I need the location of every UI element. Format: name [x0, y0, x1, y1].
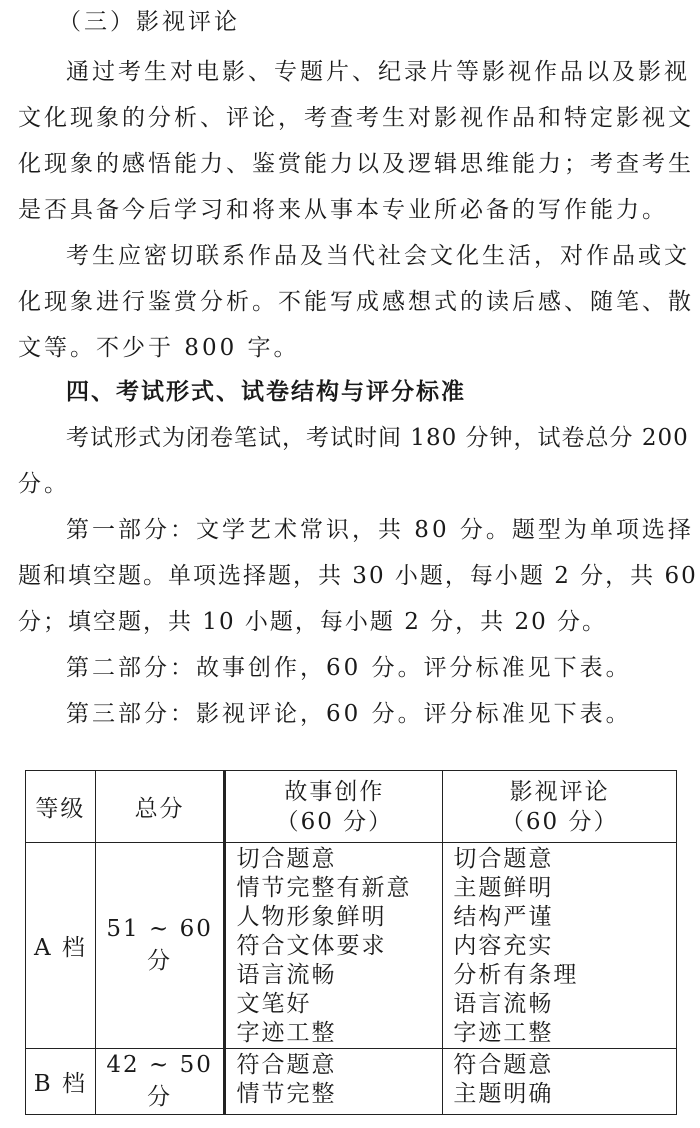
part-1-line-3: 分；填空题，共 10 小题，每小题 2 分，共 20 分。 [18, 609, 608, 635]
header-story-title: 故事创作 [284, 778, 385, 805]
criterion: 文笔好 [236, 991, 312, 1017]
criterion: 语言流畅 [453, 991, 554, 1017]
grade-b-label: B 档 [26, 1049, 96, 1115]
criterion: 内容充实 [453, 933, 554, 959]
part-3-text: 第三部分：影视评论，60 分。评分标准见下表。 [66, 701, 632, 727]
criterion: 主题明确 [453, 1081, 554, 1107]
scoring-table [25, 770, 677, 1115]
criterion: 主题鲜明 [453, 875, 554, 901]
header-film-review [443, 771, 677, 843]
criterion: 切合题意 [453, 846, 554, 872]
part-2-text: 第二部分：故事创作，60 分。评分标准见下表。 [66, 655, 632, 681]
criterion: 结构严谨 [453, 904, 554, 930]
criterion: 切合题意 [236, 846, 337, 872]
criterion: 情节完整有新意 [236, 875, 412, 901]
grade-a-range: 51 ~ 60 分 [95, 843, 225, 1049]
grade-a-story-criteria [225, 843, 443, 1049]
para-2-line-2: 化现象进行鉴赏分析。不能写成感想式的读后感、随笔、散 [18, 289, 694, 315]
header-grade: 等级 [26, 771, 96, 843]
grade-b-range: 42 ~ 50 分 [95, 1049, 225, 1115]
exam-format-line-1: 考试形式为闭卷笔试，考试时间 180 分钟，试卷总分 200 [66, 425, 689, 451]
header-total-score: 总分 [95, 771, 225, 843]
grade-b-story-criteria [225, 1049, 443, 1115]
header-story-creation [225, 771, 443, 843]
para-2-line-1: 考生应密切联系作品及当代社会文化生活，对作品或文 [66, 243, 690, 269]
header-review-points: （60 分） [500, 808, 619, 835]
para-1-line-1: 通过考生对电影、专题片、纪录片等影视作品以及影视 [66, 59, 690, 85]
part-1-line-1: 第一部分：文学艺术常识，共 80 分。题型为单项选择 [66, 517, 694, 543]
para-2-line-3: 文等。不少于 800 字。 [18, 335, 300, 361]
grade-a-review-criteria [443, 843, 677, 1049]
para-1-line-4: 是否具备今后学习和将来从事本专业所必备的写作能力。 [18, 197, 668, 223]
criterion: 符合文体要求 [236, 933, 387, 959]
para-1-line-3: 化现象的感悟能力、鉴赏能力以及逻辑思维能力；考查考生 [18, 151, 694, 177]
header-story-points: （60 分） [275, 808, 394, 835]
para-1-line-2: 文化现象的分析、评论，考查考生对影视作品和特定影视文 [18, 105, 694, 131]
criterion: 人物形象鲜明 [236, 904, 387, 930]
exam-format-line-2: 分。 [18, 471, 70, 497]
table-row-grade-a [26, 843, 677, 1049]
header-review-title: 影视评论 [509, 778, 610, 805]
criterion: 字迹工整 [453, 1020, 554, 1046]
sub-heading-film-review: （三）影视评论 [58, 9, 240, 35]
criterion: 分析有条理 [453, 962, 579, 988]
criterion: 符合题意 [236, 1052, 337, 1078]
part-1-line-2: 题和填空题。单项选择题，共 30 小题，每小题 2 分，共 60 [18, 563, 698, 589]
table-header-row [26, 771, 677, 843]
table-row-grade-b [26, 1049, 677, 1115]
criterion: 字迹工整 [236, 1020, 337, 1046]
criterion: 语言流畅 [236, 962, 337, 988]
grade-b-review-criteria [443, 1049, 677, 1115]
section-4-heading: 四、考试形式、试卷结构与评分标准 [66, 378, 466, 405]
grade-a-label: A 档 [26, 843, 96, 1049]
criterion: 情节完整 [236, 1081, 337, 1107]
criterion: 符合题意 [453, 1052, 554, 1078]
